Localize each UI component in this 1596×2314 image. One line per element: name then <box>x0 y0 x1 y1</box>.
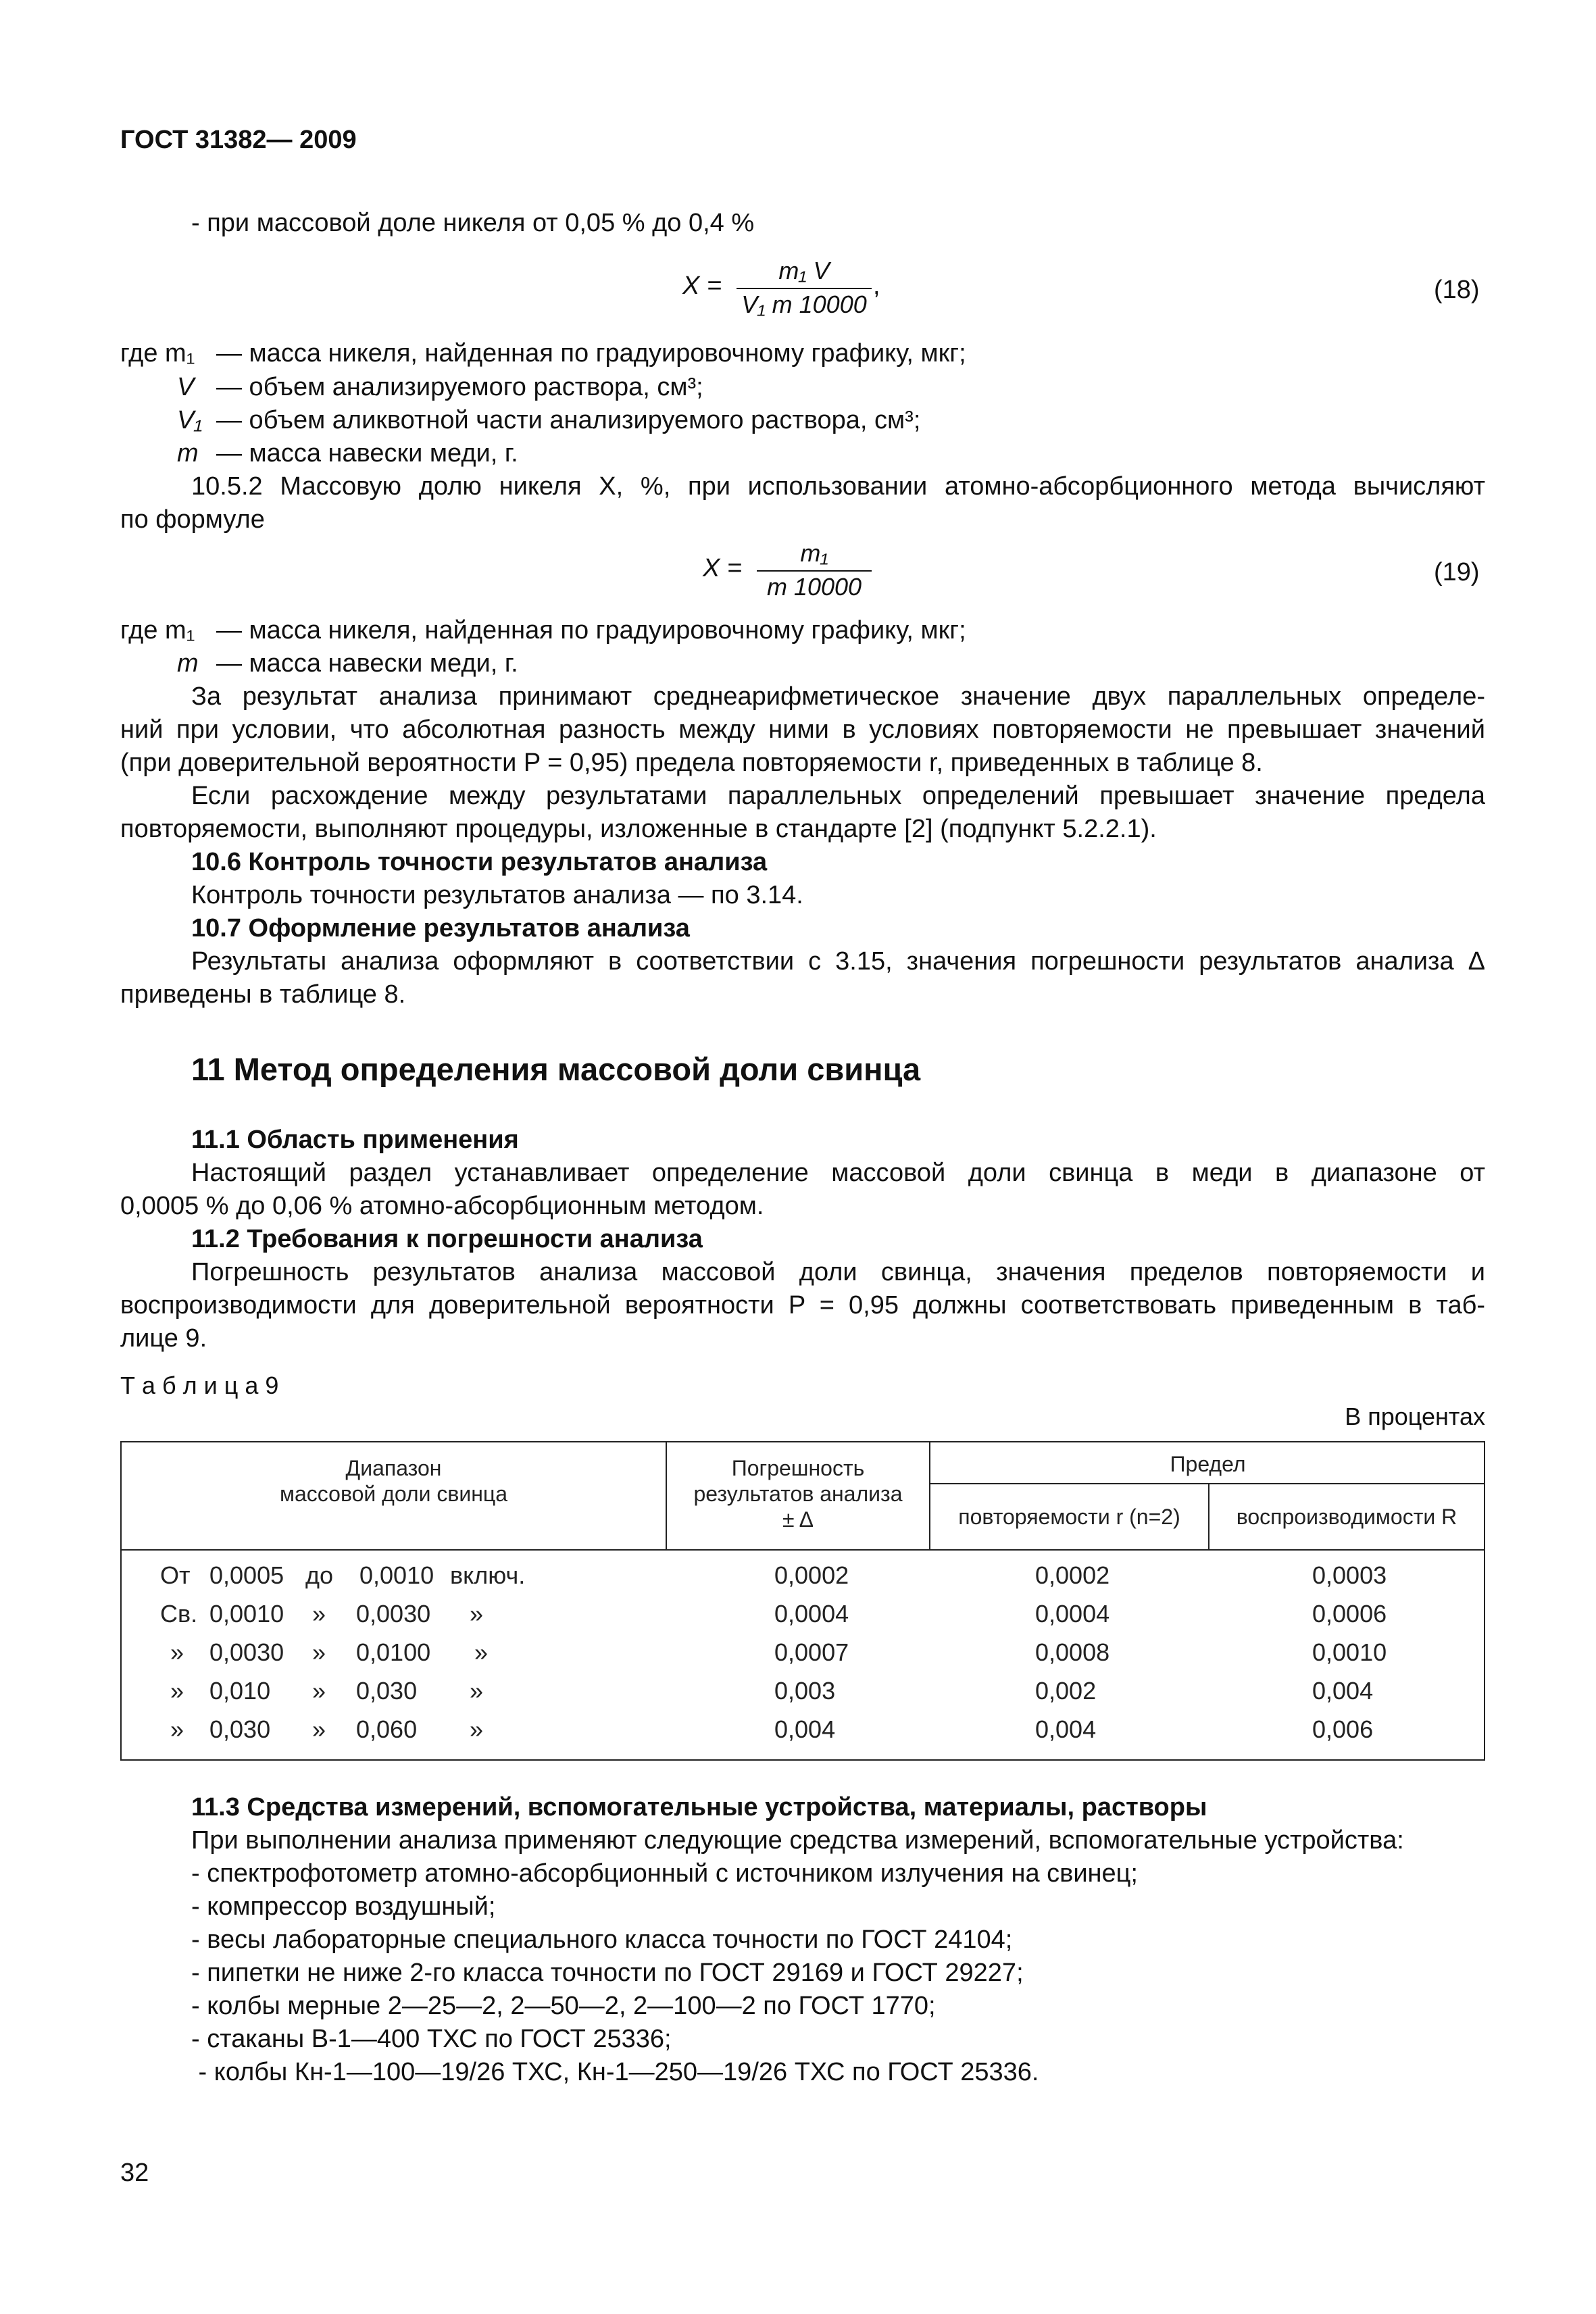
range-sep: » <box>312 1715 326 1743</box>
fraction-bar <box>737 288 872 289</box>
cell-R: 0,004 <box>1312 1677 1374 1705</box>
where18-sym-0: где m₁ <box>120 339 195 368</box>
cell-delta: 0,003 <box>774 1677 836 1705</box>
equipment-item: - колбы Кн-1—100—19/26 ТХС, Кн-1—250—19/26 ТХС по ГОСТ 25336. <box>191 2058 1039 2086</box>
heading-11-3: 11.3 Средства измерений, вспомогательные устройства, материалы, растворы <box>191 1793 1207 1821</box>
range-from: 0,010 <box>209 1677 271 1705</box>
range-from: 0,0030 <box>209 1638 284 1666</box>
paragraph-10-5-2-line1: 10.5.2 Массовую долю никеля X, %, при использовании атомно-абсорбционного метода вычисляют <box>191 472 1485 501</box>
cell-r: 0,0002 <box>1035 1561 1110 1589</box>
cell-delta: 0,0002 <box>774 1561 849 1589</box>
where18-text-3: — масса навески меди, г. <box>216 439 518 468</box>
paragraph-10-5-2-line2: по формуле <box>120 505 265 534</box>
equipment-item: - спектрофотометр атомно-абсорбционный с источником излучения на свинец; <box>191 1859 1138 1888</box>
cell-R: 0,0003 <box>1312 1561 1387 1589</box>
table-caption: Т а б л и ц а 9 <box>120 1372 279 1399</box>
cell-delta: 0,0004 <box>774 1600 849 1628</box>
where18-sym-2: V₁ <box>177 406 203 434</box>
header-delta-line1: Погрешность <box>731 1456 865 1480</box>
range-to: 0,0030 <box>356 1600 431 1628</box>
range-suffix: включ. <box>450 1561 526 1589</box>
where18-sym-1: V <box>177 373 195 401</box>
paragraph-11-2-line1: Погрешность результатов анализа массовой доли свинца, значения пределов повторяемости и <box>191 1258 1485 1286</box>
equipment-item: - пипетки не ниже 2-го класса точности по ГОСТ 29169 и ГОСТ 29227; <box>191 1959 1024 1987</box>
formula-18-denominator: V₁ m 10000 <box>741 291 867 318</box>
paragraph-11-2-line3: лице 9. <box>120 1324 207 1353</box>
cell-r: 0,004 <box>1035 1715 1097 1743</box>
intro-line: - при массовой доле никеля от 0,05 % до 0,4 % <box>191 209 755 237</box>
paragraph-if-line1: Если расхождение между результатами параллельных определений превышает значение предела <box>191 782 1485 810</box>
cell-r: 0,002 <box>1035 1677 1097 1705</box>
paragraph-result-line1: За результат анализа принимают среднеарифметическое значение двух параллельных определе- <box>191 682 1485 711</box>
formula-18-numerator: m₁ V <box>778 257 830 284</box>
where18-text-0: — масса никеля, найденная по градуировочному графику, мкг; <box>216 339 966 368</box>
range-sep: » <box>312 1638 326 1666</box>
where18-text-2: — объем аликвотной части анализируемого раствора, см³; <box>216 406 921 434</box>
range-prefix: » <box>170 1715 184 1743</box>
range-from: 0,0005 <box>209 1561 284 1589</box>
formula-18-lhs: X = <box>682 272 722 300</box>
cell-delta: 0,004 <box>774 1715 836 1743</box>
paragraph-if-line2: повторяемости, выполняют процедуры, изложенные в стандарте [2] (подпункт 5.2.2.1). <box>120 815 1157 843</box>
header-repeatability: повторяемости r (n=2) <box>958 1505 1180 1529</box>
formula-18-trail: , <box>873 272 880 300</box>
where19-text-1: — масса навески меди, г. <box>216 649 518 678</box>
paragraph-11-2-line2: воспроизводимости для доверительной вероятности P = 0,95 должны соответствовать приведенным в таб- <box>120 1291 1485 1319</box>
formula-18-fraction <box>737 257 872 324</box>
header-delta-line3: ± Δ <box>782 1507 814 1532</box>
range-sep: до <box>305 1561 334 1589</box>
where19-sym-0: где m₁ <box>120 616 195 645</box>
paragraph-11-1-line2: 0,0005 % до 0,06 % атомно-абсорбционным методом. <box>120 1192 764 1220</box>
cell-R: 0,0006 <box>1312 1600 1387 1628</box>
paragraph-result-line3: (при доверительной вероятности P = 0,95) предела повторяемости r, приведенных в таблице 8. <box>120 749 1263 777</box>
paragraph-11-3: При выполнении анализа применяют следующие средства измерений, вспомогательные устройства: <box>191 1826 1404 1855</box>
cell-R: 0,006 <box>1312 1715 1374 1743</box>
header-limit: Предел <box>1170 1452 1246 1476</box>
header-range-line1: Диапазон <box>345 1456 442 1480</box>
formula-19-fraction <box>757 539 872 607</box>
range-prefix: » <box>170 1677 184 1705</box>
paragraph-11-1-line1: Настоящий раздел устанавливает определение массовой доли свинца в меди в диапазоне от <box>191 1159 1485 1187</box>
range-suffix: » <box>470 1715 484 1743</box>
equipment-item: - стаканы В-1—400 ТХС по ГОСТ 25336; <box>191 2025 672 2053</box>
equipment-item: - компрессор воздушный; <box>191 1892 496 1921</box>
range-prefix: Св. <box>160 1600 198 1628</box>
cell-delta: 0,0007 <box>774 1638 849 1666</box>
formula-19-lhs: X = <box>703 554 743 582</box>
where18-text-1: — объем анализируемого раствора, см³; <box>216 373 703 401</box>
paragraph-10-7-line2: приведены в таблице 8. <box>120 980 406 1009</box>
range-from: 0,030 <box>209 1715 271 1743</box>
where19-text-0: — масса никеля, найденная по градуировочному графику, мкг; <box>216 616 966 645</box>
formula-19-numerator: m₁ <box>800 539 828 567</box>
table-9 <box>120 1441 1485 1761</box>
table-units: В процентах <box>1345 1403 1485 1430</box>
range-to: 0,0010 <box>359 1561 434 1589</box>
equipment-item: - весы лабораторные специального класса точности по ГОСТ 24104; <box>191 1926 1013 1954</box>
heading-10-7: 10.7 Оформление результатов анализа <box>191 914 690 942</box>
range-suffix: » <box>474 1638 489 1666</box>
range-to: 0,0100 <box>356 1638 431 1666</box>
where18-sym-3: m <box>177 439 199 468</box>
range-sep: » <box>312 1600 326 1628</box>
paragraph-10-6: Контроль точности результатов анализа — по 3.14. <box>191 881 803 909</box>
heading-section-11: 11 Метод определения массовой доли свинца <box>191 1051 921 1087</box>
table-hline <box>929 1483 1485 1484</box>
header-reproducibility: воспроизводимости R <box>1236 1505 1457 1529</box>
range-to: 0,060 <box>356 1715 418 1743</box>
cell-R: 0,0010 <box>1312 1638 1387 1666</box>
formula-18-number: (18) <box>1434 276 1480 304</box>
cell-r: 0,0004 <box>1035 1600 1110 1628</box>
table-header-line <box>122 1549 1484 1551</box>
range-to: 0,030 <box>356 1677 418 1705</box>
paragraph-result-line2: ний при условии, что абсолютная разность между ними в условиях повторяемости не превышает значений <box>120 715 1485 744</box>
equipment-item: - колбы мерные 2—25—2, 2—50—2, 2—100—2 по ГОСТ 1770; <box>191 1992 936 2020</box>
cell-r: 0,0008 <box>1035 1638 1110 1666</box>
range-prefix: » <box>170 1638 184 1666</box>
range-from: 0,0010 <box>209 1600 284 1628</box>
header-range-line2: массовой доли свинца <box>279 1482 508 1506</box>
document-header: ГОСТ 31382— 2009 <box>120 126 357 154</box>
heading-11-1: 11.1 Область применения <box>191 1126 519 1154</box>
formula-19-denominator: m 10000 <box>766 573 862 601</box>
range-sep: » <box>312 1677 326 1705</box>
heading-10-6: 10.6 Контроль точности результатов анализа <box>191 848 768 876</box>
header-delta-line2: результатов анализа <box>693 1482 903 1506</box>
fraction-bar <box>757 570 872 572</box>
range-prefix: От <box>160 1561 191 1589</box>
where19-sym-1: m <box>177 649 199 678</box>
paragraph-10-7-line1: Результаты анализа оформляют в соответствии с 3.15, значения погрешности результатов анализа Δ <box>191 947 1485 976</box>
formula-19-number: (19) <box>1434 558 1480 586</box>
heading-11-2: 11.2 Требования к погрешности анализа <box>191 1225 703 1253</box>
page-number: 32 <box>120 2159 149 2187</box>
range-suffix: » <box>470 1600 484 1628</box>
range-suffix: » <box>470 1677 484 1705</box>
